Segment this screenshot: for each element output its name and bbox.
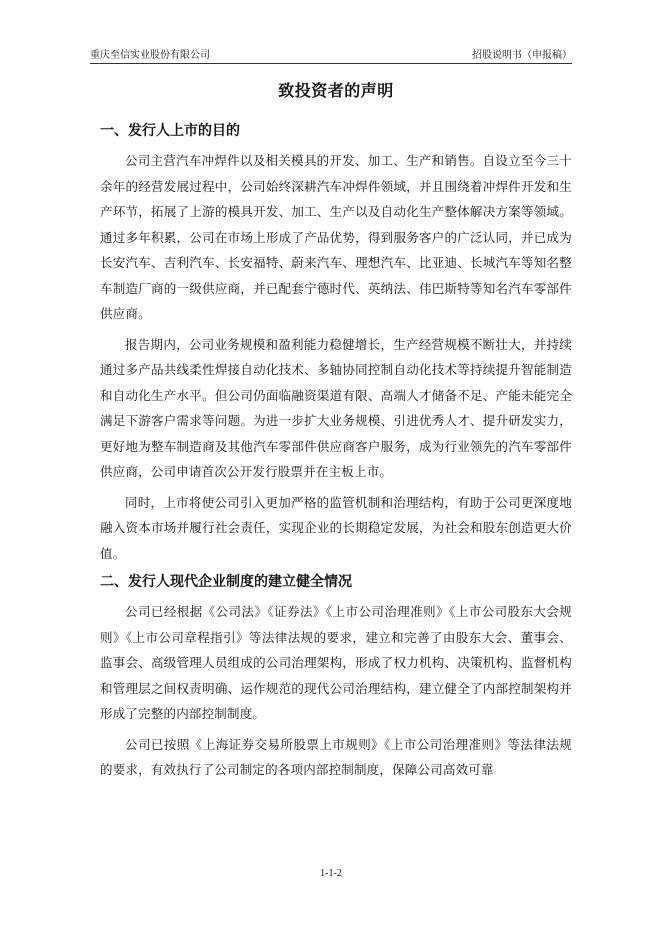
header-document-type: 招股说明书（申报稿） bbox=[472, 50, 572, 61]
page-content bbox=[100, 78, 572, 788]
section-heading: 一、发行人上市的目的 bbox=[100, 123, 240, 139]
section-heading: 二、发行人现代企业制度的建立健全情况 bbox=[100, 574, 352, 590]
paragraph: 公司已按照《上海证券交易所股票上市规则》《上市公司治理准则》等法律法规的要求，有效执行了公司制定的各项内部控制制度，保障公司高效可靠 bbox=[100, 736, 572, 777]
section-listing-purpose bbox=[100, 120, 572, 566]
section-corporate-system bbox=[100, 571, 572, 783]
header-company-name: 重庆至信实业股份有限公司 bbox=[90, 50, 210, 61]
paragraph: 报告期内，公司业务规模和盈利能力稳健增长，生产经营规模不断壮大，并持续通过多产品共线柔性焊接自动化技术、多轴协同控制自动化技术等持续提升智能制造和自动化生产水平。但公司仍面临融资渠道有限、高端人才储备不足、产能未能完全满足下游客户需求等问题。为进一步扩大业务规模、引进优秀人才、提升研发实力，更好地为整车制造商及其他汽车零部件供应商客户服务，成为行业领先的汽车零部件供应商，公司申请首次公开发行股票并在主板上市。 bbox=[100, 336, 572, 479]
paragraph: 公司主营汽车冲焊件以及相关模具的开发、加工、生产和销售。自设立至今三十余年的经营发展过程中，公司始终深耕汽车冲焊件领域，并且围绕着冲焊件开发和生产环节，拓展了上游的模具开发、加工、生产以及自动化生产整体解决方案等领域。通过多年积累，公司在市场上形成了产品优势，得到服务客户的广泛认同，并已成为长安汽车、吉利汽车、长安福特、蔚来汽车、理想汽车、比亚迪、长城汽车等知名整车制造厂商的一级供应商，并已配套宁德时代、英纳法、伟巴斯特等知名汽车零部件供应商。 bbox=[100, 153, 572, 321]
document-title: 致投资者的声明 bbox=[278, 81, 394, 100]
paragraph: 同时，上市将使公司引入更加严格的监管机制和治理结构，有助于公司更深度地融入资本市场并履行社会责任，实现企业的长期稳定发展，为社会和股东创造更大价值。 bbox=[100, 494, 572, 561]
page-header bbox=[90, 44, 572, 64]
paragraph: 公司已经根据《公司法》《证券法》《上市公司治理准则》《上市公司股东大会规则》《上市公司章程指引》等法律法规的要求，建立和完善了由股东大会、董事会、监事会、高级管理人员组成的公司治理架构，形成了权力机构、决策机构、监督机构和管理层之间权责明确、运作规范的现代公司治理结构，建立健全了内部控制架构并形成了完整的内部控制制度。 bbox=[100, 604, 572, 721]
page-number: 1-1-2 bbox=[320, 868, 342, 879]
